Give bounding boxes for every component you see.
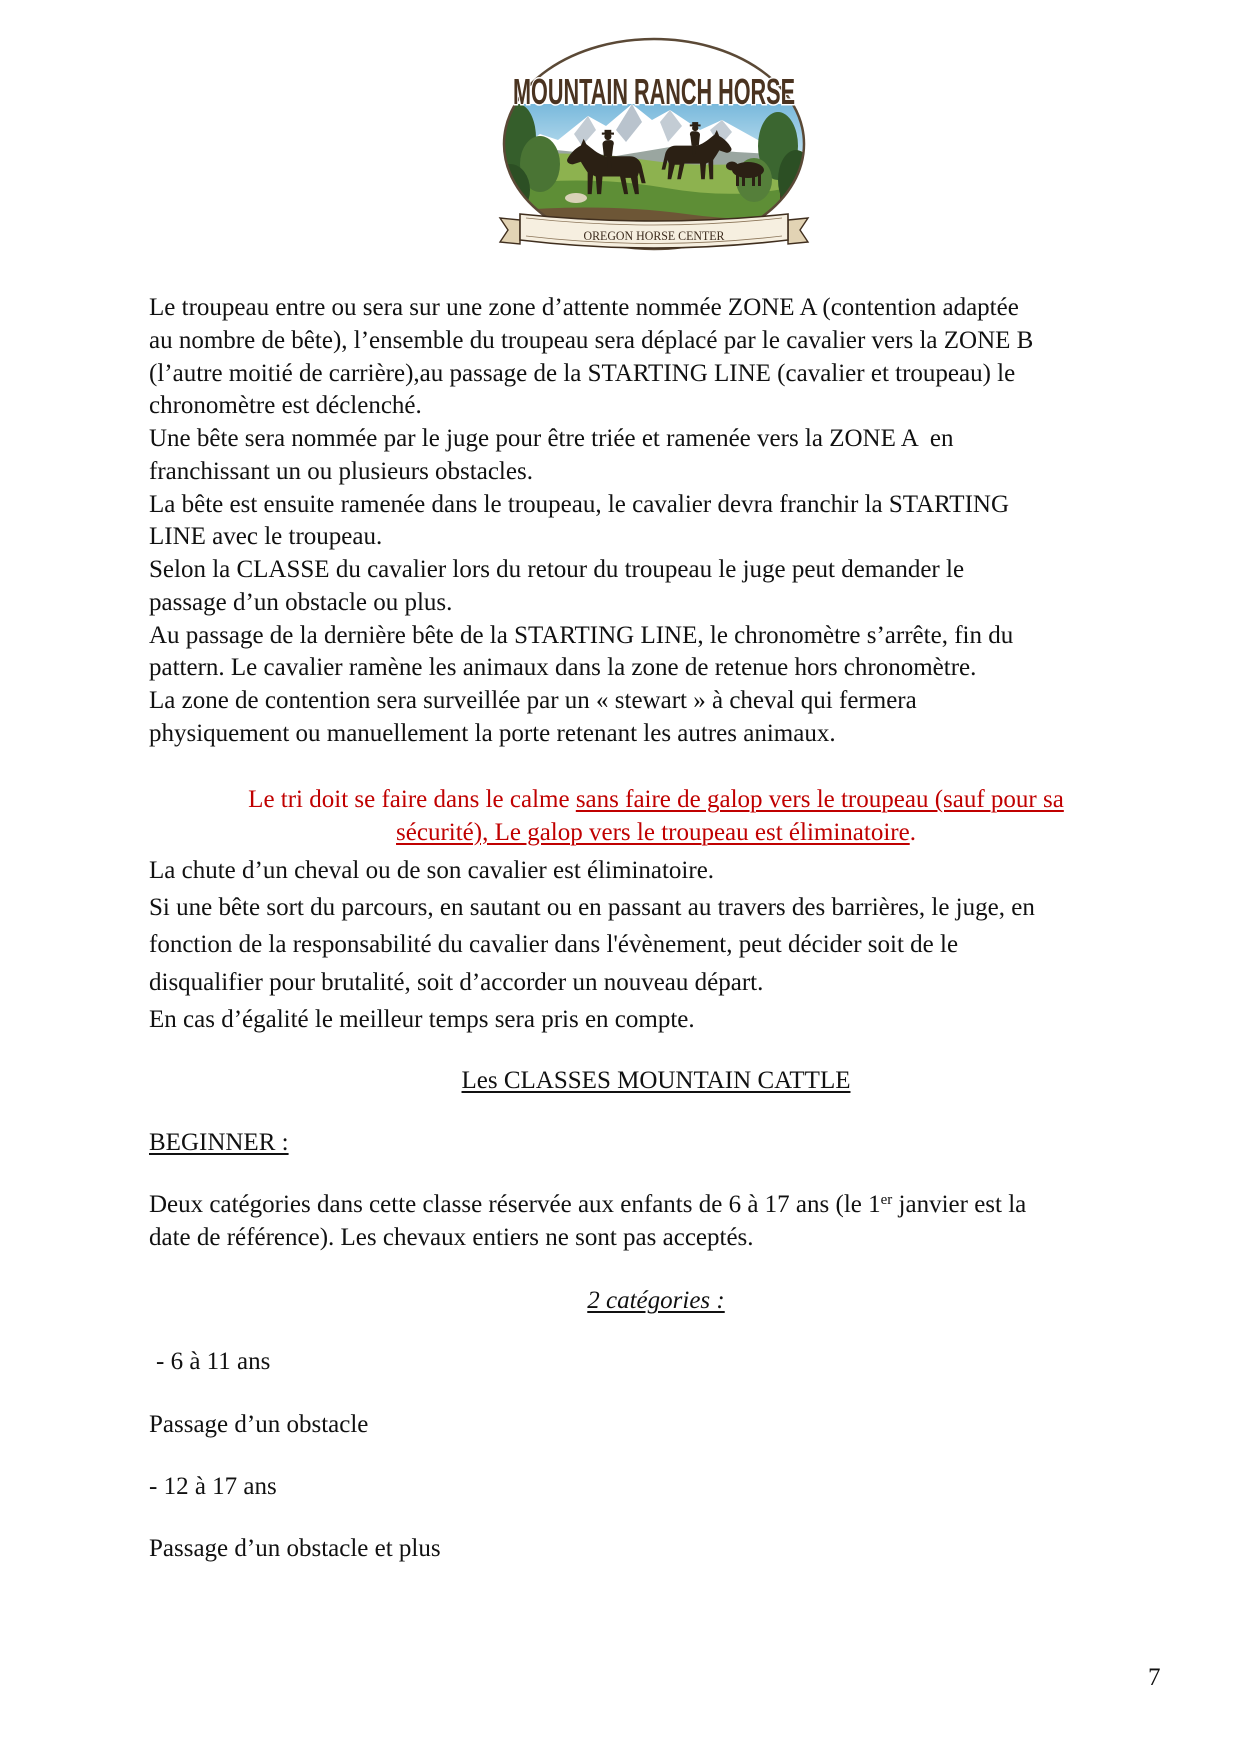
rules-line: passage d’un obstacle ou plus. [149, 588, 453, 616]
warning-text: . [909, 818, 916, 846]
classes-heading-row [149, 1064, 1163, 1097]
warning-underlined-text: sans faire de galop vers le troupeau (sauf pour sa [575, 786, 1064, 813]
rules-line: LINE avec le troupeau. [149, 523, 383, 551]
rules-line: pattern. Le cavalier ramène les animaux dans la zone de retenue hors chronomètre. [149, 654, 977, 682]
rules-line: chronomètre est déclenché. [149, 392, 422, 420]
superscript: er [880, 1191, 893, 1208]
penalties-line: La chute d’un cheval ou de son cavalier est éliminatoire. [149, 857, 715, 884]
rules-line: physiquement ou manuellement la porte retenant les autres animaux. [149, 719, 836, 747]
rules-line: (l’autre moitié de carrière),au passage de la STARTING LINE (cavalier et troupeau) le [149, 359, 1016, 387]
rules-line: La zone de contention sera surveillée par un « stewart » à cheval qui fermera [149, 687, 917, 714]
penalties-line: En cas d’égalité le meilleur temps sera pris en compte. [149, 1005, 695, 1033]
category-requirement: Passage d’un obstacle [149, 1411, 369, 1438]
penalties-paragraph [149, 852, 1163, 1038]
rules-line: La bête est ensuite ramenée dans le troupeau, le cavalier devra franchir la STARTING [149, 490, 1009, 518]
page-number: 7 [1148, 1664, 1161, 1691]
logo-title: MOUNTAIN RANCH HORSE [513, 71, 795, 112]
warning-line [149, 784, 1163, 817]
penalties-line: Si une bête sort du parcours, en sautant ou en passant au travers des barrières, le juge, en [149, 894, 1035, 922]
rules-line: Une bête sera nommée par le juge pour être triée et ramenée vers la ZONE A en [149, 425, 954, 452]
description-line [149, 1188, 1163, 1221]
category-requirement: Passage d’un obstacle et plus [149, 1535, 441, 1562]
rules-line: Le troupeau entre ou sera sur une zone d’attente nommée ZONE A (contention adaptée [149, 294, 1019, 321]
warning-text: Le tri doit se faire dans le calme [248, 786, 576, 813]
description-text: janvier est la [892, 1191, 1027, 1218]
description-text: Deux catégories dans cette classe réservée aux enfants de 6 à 17 ans (le 1 [149, 1191, 881, 1218]
classes-heading: Les CLASSES MOUNTAIN CATTLE [461, 1067, 851, 1094]
rules-line: franchissant un ou plusieurs obstacles. [149, 457, 533, 485]
categories-heading-row [149, 1284, 1163, 1317]
description-line: date de référence). Les chevaux entiers ne sont pas acceptés. [149, 1224, 754, 1251]
category-age-range: - 12 à 17 ans [149, 1473, 277, 1500]
rules-line: Au passage de la dernière bête de la STARTING LINE, le chronomètre s’arrête, fin du [149, 621, 1014, 649]
rules-paragraph [149, 292, 1163, 751]
beginner-heading: BEGINNER : [149, 1129, 289, 1156]
penalties-line: disqualifier pour brutalité, soit d’accorder un nouveau départ. [149, 968, 764, 996]
penalties-line: fonction de la responsabilité du cavalier dans l'évènement, peut décider soit de le [149, 931, 959, 959]
logo [496, 30, 812, 264]
logo-ribbon-text: OREGON HORSE CENTER [583, 228, 725, 243]
rules-line: au nombre de bête), l’ensemble du troupeau sera déplacé par le cavalier vers la ZONE B [149, 326, 1034, 354]
beginner-description [149, 1188, 1163, 1254]
warning-underlined-text: sécurité), Le galop vers le troupeau est éliminatoire [396, 818, 910, 846]
categories-heading: 2 catégories : [587, 1287, 725, 1314]
beginner-heading-row [149, 1126, 1163, 1159]
rules-line: Selon la CLASSE du cavalier lors du retour du troupeau le juge peut demander le [149, 556, 965, 583]
category-age-range: - 6 à 11 ans [156, 1348, 271, 1375]
warning-paragraph [149, 784, 1163, 849]
warning-line [149, 817, 1163, 850]
